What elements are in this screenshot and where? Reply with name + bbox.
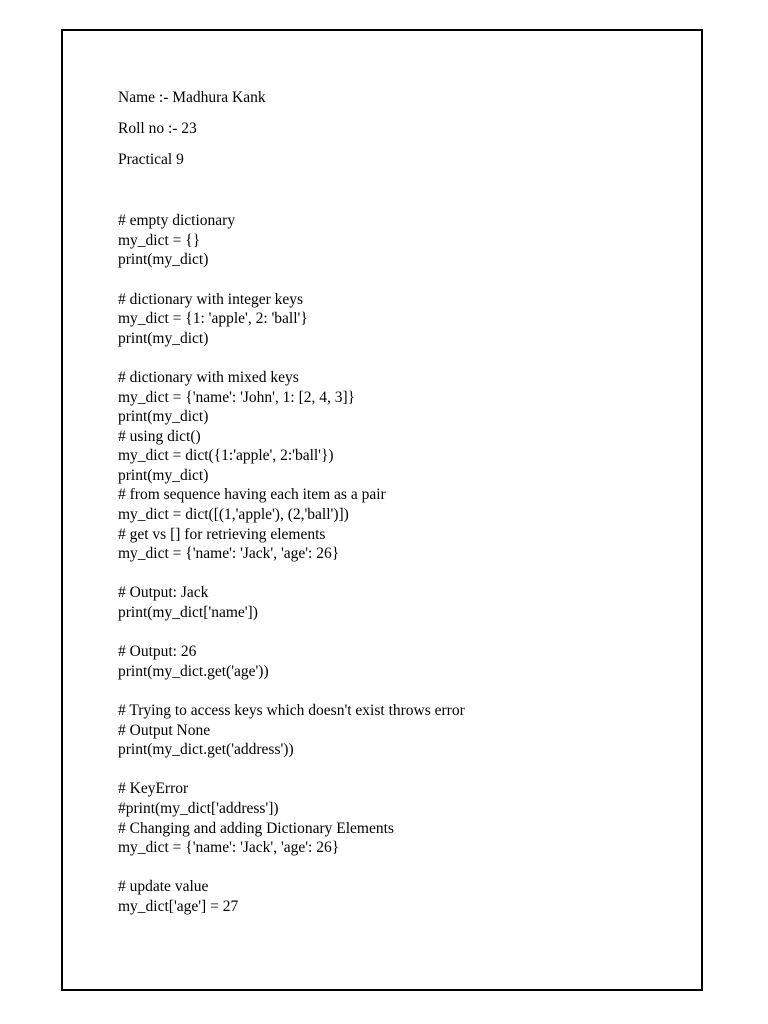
blank-line bbox=[118, 270, 678, 290]
code-block bbox=[118, 211, 678, 916]
code-line: # KeyError bbox=[118, 780, 189, 798]
code-line: # Trying to access keys which doesn't exist throws error bbox=[118, 702, 465, 719]
code-line: my_dict = dict([(1,'apple'), (2,'ball')]) bbox=[118, 506, 349, 524]
code-line: my_dict = dict({1:'apple', 2:'ball'}) bbox=[118, 447, 334, 465]
code-line: print(my_dict) bbox=[118, 251, 209, 269]
code-line: # empty dictionary bbox=[118, 212, 236, 230]
code-line: my_dict = {'name': 'John', 1: [2, 4, 3]} bbox=[118, 388, 356, 406]
code-line: print(my_dict) bbox=[118, 408, 209, 426]
document-page bbox=[61, 29, 703, 991]
code-line: my_dict['age'] = 27 bbox=[118, 897, 239, 915]
code-line: # Output: 26 bbox=[118, 643, 197, 661]
code-line: # Output None bbox=[118, 721, 211, 739]
code-line: #print(my_dict['address']) bbox=[118, 799, 279, 817]
code-line: # dictionary with mixed keys bbox=[118, 368, 299, 386]
code-line: # update value bbox=[118, 878, 209, 896]
code-line: print(my_dict['name']) bbox=[118, 604, 258, 622]
code-line: print(my_dict.get('address')) bbox=[118, 741, 294, 759]
code-line: my_dict = {'name': 'Jack', 'age': 26} bbox=[118, 839, 340, 857]
code-line: print(my_dict) bbox=[118, 466, 209, 484]
code-line: print(my_dict) bbox=[118, 329, 209, 347]
code-line: my_dict = {} bbox=[118, 231, 201, 249]
document-content bbox=[118, 88, 678, 917]
practical-title: Practical 9 bbox=[118, 150, 184, 168]
blank-line bbox=[118, 623, 678, 643]
blank-line bbox=[118, 681, 678, 701]
code-line: # Changing and adding Dictionary Elements bbox=[118, 819, 394, 837]
blank-line bbox=[118, 564, 678, 584]
roll-number: Roll no :- 23 bbox=[118, 119, 197, 137]
code-line: my_dict = {1: 'apple', 2: 'ball'} bbox=[118, 310, 308, 328]
code-line: print(my_dict.get('age')) bbox=[118, 662, 269, 680]
code-line: my_dict = {'name': 'Jack', 'age': 26} bbox=[118, 545, 340, 563]
code-line: # Output: Jack bbox=[118, 584, 209, 602]
code-line: # dictionary with integer keys bbox=[118, 290, 304, 308]
blank-line bbox=[118, 858, 678, 878]
code-line: # get vs [] for retrieving elements bbox=[118, 525, 326, 543]
student-name: Name :- Madhura Kank bbox=[118, 89, 266, 106]
blank-line bbox=[118, 760, 678, 780]
blank-line bbox=[118, 348, 678, 368]
code-line: # from sequence having each item as a pair bbox=[118, 486, 386, 504]
code-line: # using dict() bbox=[118, 427, 201, 445]
